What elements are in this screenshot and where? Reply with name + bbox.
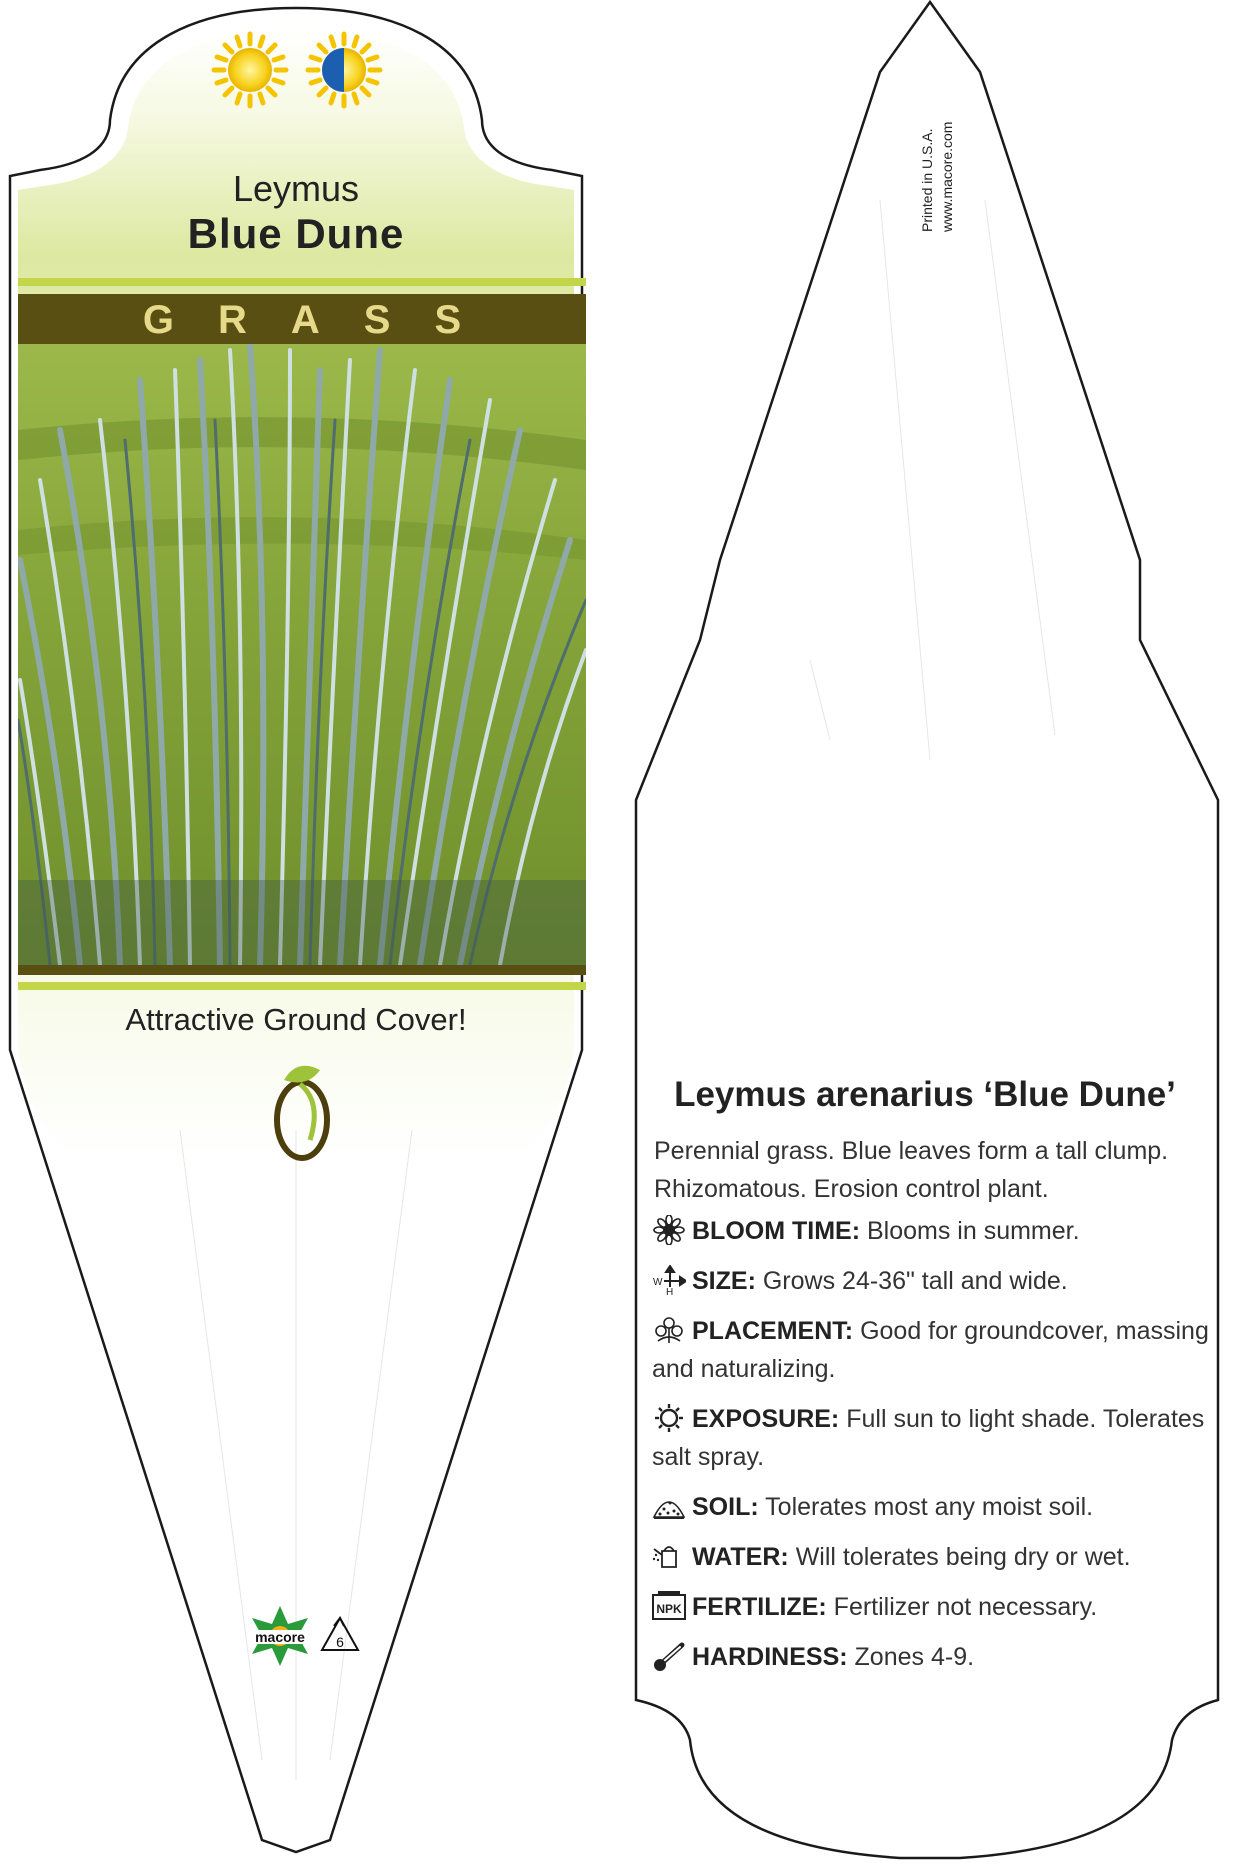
attr-value: Full sun to light shade. Tolerates salt spray. <box>652 1405 1205 1471</box>
attr-value: Grows 24-36" tall and wide. <box>762 1267 1068 1295</box>
thermometer-icon <box>652 1641 686 1671</box>
plant-category: GRASS <box>142 298 506 342</box>
attr-label: WATER: <box>692 1543 789 1571</box>
plant-cultivar: Blue Dune <box>187 210 405 257</box>
attr-soil <box>652 1488 1222 1526</box>
attr-label: SOIL: <box>692 1493 759 1521</box>
sun-outline-icon <box>652 1403 686 1433</box>
attr-label: BLOOM TIME: <box>692 1217 861 1245</box>
attr-hardiness <box>652 1638 1222 1676</box>
attr-water <box>652 1538 1222 1576</box>
attr-size <box>652 1262 1222 1300</box>
part-shade-icon <box>308 34 380 106</box>
attr-bloom-time <box>652 1212 1222 1250</box>
attr-value: Blooms in summer. <box>866 1217 1080 1245</box>
attr-value: Zones 4-9. <box>854 1643 975 1671</box>
attr-label: FERTILIZE: <box>692 1593 827 1621</box>
front-tag <box>10 8 586 1852</box>
attr-exposure <box>652 1400 1222 1476</box>
attr-value: Good for groundcover, massing and naturalizing. <box>652 1317 1209 1383</box>
full-sun-icon <box>214 34 286 106</box>
printed-credit <box>860 96 1020 236</box>
attr-label: SIZE: <box>692 1267 756 1295</box>
npk-icon <box>652 1591 686 1621</box>
attr-label: PLACEMENT: <box>692 1317 854 1345</box>
macore-logo-text: macore <box>255 1629 305 1645</box>
plant-tagline: Attractive Ground Cover! <box>125 1002 467 1037</box>
attr-label: EXPOSURE: <box>692 1405 840 1433</box>
attribute-list <box>652 1212 1222 1688</box>
size-arrows-icon <box>652 1265 686 1295</box>
soil-pile-icon <box>652 1491 686 1521</box>
printed-line-2: www.macore.com <box>939 121 955 232</box>
recycle-code: 6 <box>336 1634 344 1650</box>
attr-value: Tolerates most any moist soil. <box>765 1493 1094 1521</box>
flower-icon <box>652 1215 686 1245</box>
svg-text:H: H <box>666 1287 674 1295</box>
botanical-name: Leymus arenarius ‘Blue Dune’ <box>674 1075 1176 1114</box>
plant-group-icon <box>652 1315 686 1345</box>
plant-genus: Leymus <box>232 168 360 209</box>
grass-photo <box>18 344 586 965</box>
attr-value: Fertilizer not necessary. <box>833 1593 1098 1621</box>
printed-credit-rotated <box>910 96 970 236</box>
printed-line-1: Printed in U.S.A. <box>919 128 935 232</box>
svg-text:W: W <box>653 1277 663 1288</box>
attr-fertilize <box>652 1588 1222 1626</box>
attr-placement <box>652 1312 1222 1388</box>
svg-text:NPK: NPK <box>656 1602 682 1616</box>
attr-label: HARDINESS: <box>692 1643 848 1671</box>
attr-value: Will tolerates being dry or wet. <box>795 1543 1131 1571</box>
watering-can-icon <box>652 1541 686 1571</box>
plant-description: Perennial grass. Blue leaves form a tall clump. Rhizomatous. Erosion control plant. <box>654 1137 1169 1203</box>
